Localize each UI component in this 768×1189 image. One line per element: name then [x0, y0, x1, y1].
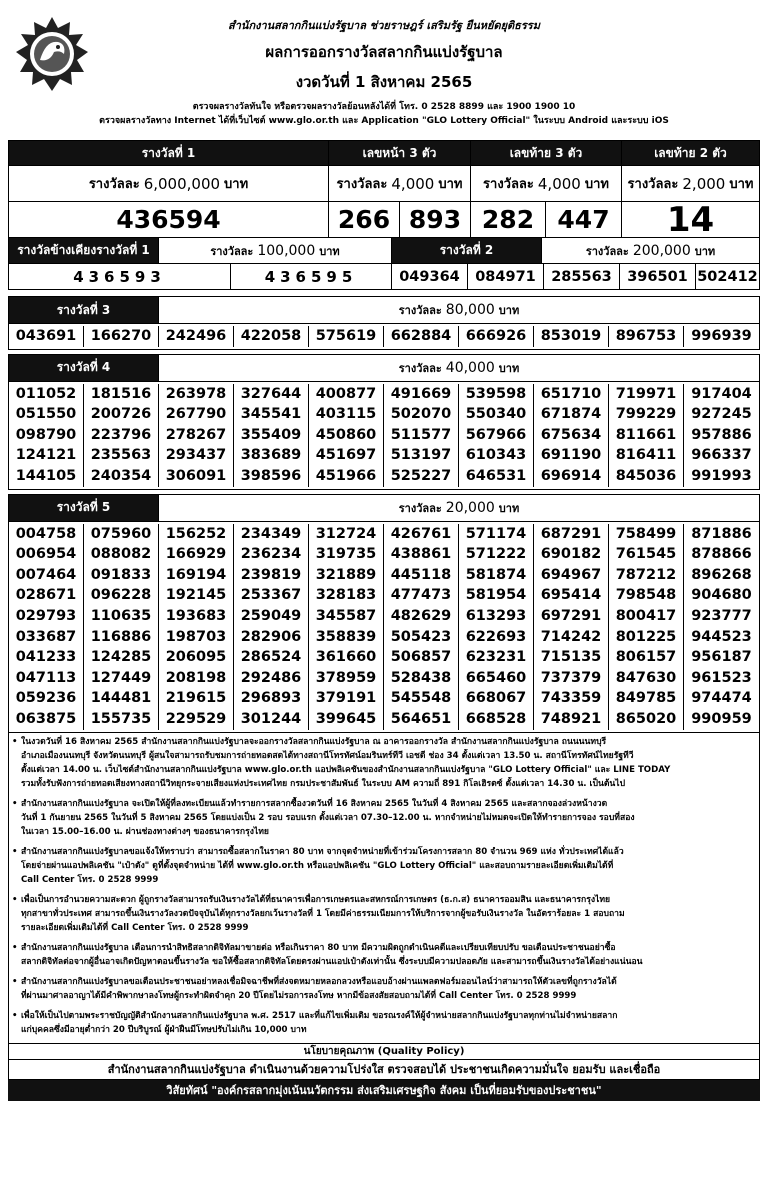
- prize-number: 306091: [159, 466, 234, 487]
- prize-number: 445118: [384, 565, 459, 586]
- prize-number: 438861: [384, 544, 459, 565]
- prize-number: 088082: [84, 544, 159, 565]
- front3-amount: รางวัลละ 4,000 บาท: [329, 166, 471, 201]
- prize-number: 293437: [159, 445, 234, 466]
- prize-number: 426761: [384, 524, 459, 545]
- prize-number: 491669: [384, 384, 459, 405]
- prize-number: 787212: [609, 565, 684, 586]
- near-first-number: 436593: [9, 264, 231, 289]
- prize-number: 124121: [9, 445, 84, 466]
- prize-number: 966337: [691, 447, 752, 464]
- prize-number: 451697: [309, 445, 384, 466]
- prize-number: 286524: [234, 647, 309, 668]
- prize-number: 219615: [159, 688, 234, 709]
- prize-number: 236234: [234, 544, 309, 565]
- prize-number: 206095: [159, 647, 234, 668]
- prize-number: 696914: [534, 466, 609, 487]
- prize-number: 223796: [84, 425, 159, 446]
- prize-number: 511577: [384, 425, 459, 446]
- vision-statement: วิสัยทัศน์ "องค์กรสลากมุ่งเน้นนวัตกรรม ส่งเสริมเศรษฐกิจ สังคม เป็นที่ยอมรับของประชาชน": [8, 1080, 760, 1101]
- prize-number: 646531: [459, 466, 534, 487]
- quality-policy-title: นโยบายคุณภาพ (Quality Policy): [8, 1044, 760, 1060]
- prize-number: 697291: [534, 606, 609, 627]
- prize-number: 422058: [234, 326, 309, 347]
- prize-number: 361660: [309, 647, 384, 668]
- prize-number: 719971: [609, 384, 684, 405]
- first-prize-amount: รางวัลละ 6,000,000 บาท: [9, 166, 329, 201]
- prize-number: 758499: [609, 524, 684, 545]
- prize-number: 575619: [309, 326, 384, 347]
- prize-number: 477473: [384, 585, 459, 606]
- prize-number: 811661: [609, 425, 684, 446]
- prize-number: 011052: [9, 384, 84, 405]
- second-prize-number: 285563: [544, 264, 620, 289]
- prize-number: 193683: [159, 606, 234, 627]
- prize-number: 116886: [84, 627, 159, 648]
- note-line: ตั้งแต่เวลา 14.00 น. เว็บไซต์สำนักงานสลากกินแบ่งรัฐบาล www.glo.or.th แอปพลิเคชันของสำนักงานสลากกินแบ่งรัฐบาล "GLO Lottery Official" และ LINE TODAY: [21, 764, 671, 775]
- note-line: ในเวลา 15.00–16.00 น. ผ่านช่องทางต่างๆ ของธนาคารกรุงไทย: [21, 826, 269, 837]
- prize-number: 096228: [84, 585, 159, 606]
- announcement-note: [15, 735, 753, 791]
- top-prize-amounts: [8, 166, 760, 202]
- prize-number: 399645: [309, 709, 384, 730]
- prize-number: 991993: [691, 467, 752, 484]
- page-title: ผลการออกรางวัลสลากกินแบ่งรัฐบาล: [265, 43, 503, 61]
- prize-number: 029793: [9, 606, 84, 627]
- prize-number: 028671: [9, 585, 84, 606]
- prize-number: 004758: [9, 524, 84, 545]
- near-first-label: รางวัลข้างเคียงรางวัลที่ 1: [9, 238, 159, 263]
- prize-number: 613293: [459, 606, 534, 627]
- last2-label: เลขท้าย 2 ตัว: [622, 141, 759, 165]
- prize-number: 961523: [691, 669, 752, 686]
- prize-number: 379191: [309, 688, 384, 709]
- prize-number: 806157: [609, 647, 684, 668]
- announcement-note: [15, 797, 753, 839]
- third-prize-grid: [8, 324, 760, 350]
- org-motto: สำนักงานสลากกินแบ่งรัฐบาล ช่วยราษฎร์ เสริมรัฐ ยืนหยัดยุติธรรม: [228, 19, 540, 32]
- prize-number: 798548: [609, 585, 684, 606]
- check-info-internet: ตรวจผลรางวัลทาง Internet ได้ที่เว็บไซต์ www.glo.or.th และ Application "GLO Lottery Official" ในระบบ Android และระบบ iOS: [99, 116, 669, 126]
- prize-number: 675634: [534, 425, 609, 446]
- prize-number: 927245: [691, 406, 752, 423]
- prize-number: 715135: [534, 647, 609, 668]
- prize-number: 687291: [534, 524, 609, 545]
- prize-number: 403115: [309, 404, 384, 425]
- prize-number: 737379: [534, 668, 609, 689]
- prize-number: 166270: [84, 326, 159, 347]
- note-line: • สำนักงานสลากกินแบ่งรัฐบาล จะเปิดให้ผู้ที่ลงทะเบียนแล้วทำรายการสลากซื้องวดวันที่ 16 สิงหาคม 2565 ในวันที่ 4 สิงหาคม 2565 และสลากจองล่วงหน้างวด: [21, 798, 608, 809]
- top-prize-numbers: [8, 202, 760, 238]
- prize-number: 156252: [159, 524, 234, 545]
- note-line: โดยจ่ายผ่านแอปพลิเคชัน "เป๋าตัง" ดูที่ตั้งจุดจำหน่าย ได้ที่ www.glo.or.th หรือแอปพลิเคชัน "GLO Lottery Official" และสอบถามรายละเอียดเพิ่มเติมได้ที่: [21, 860, 614, 871]
- prize-number: 051550: [9, 404, 84, 425]
- prize-number: 853019: [534, 326, 609, 347]
- prize-number: 200726: [84, 404, 159, 425]
- prize-number: 761545: [609, 544, 684, 565]
- prize-number: 564651: [384, 709, 459, 730]
- prize-number: 166929: [159, 544, 234, 565]
- prize-number: 091833: [84, 565, 159, 586]
- prize-number: 694967: [534, 565, 609, 586]
- prize-number: 043691: [9, 326, 84, 347]
- announcement-note: [15, 1009, 753, 1037]
- prize-number: 155735: [84, 709, 159, 730]
- prize-number: 665460: [459, 668, 534, 689]
- near-first-number: 436595: [231, 264, 392, 289]
- prize-number: 957886: [691, 426, 752, 443]
- prize-number: 956187: [691, 649, 752, 666]
- note-line: • สำนักงานสลากกินแบ่งรัฐบาล เตือนการนำสิทธิสลากดิจิทัลมาขายต่อ หรือเกินราคา 80 บาท มีความผิดถูกดำเนินคดีและเปรียบเทียบปรับ ขอเตือนประชาชนอย่าซื้อ: [21, 942, 616, 953]
- note-line: • เพื่อให้เป็นไปตามพระราชบัญญัติสำนักงานสลากกินแบ่งรัฐบาล พ.ศ. 2517 และที่แก้ไขเพิ่มเติม ขอรณรงค์ให้ผู้จำหน่ายสลากกินแบ่งรัฐบาลทุกท่านไม่จำหน่ายสลาก: [21, 1010, 618, 1021]
- prize-number: 610343: [459, 445, 534, 466]
- prize-number: 502070: [384, 404, 459, 425]
- fifth-prize-label: รางวัลที่ 5: [9, 495, 159, 521]
- prize-number: 296893: [234, 688, 309, 709]
- fifth-prize-grid: [8, 522, 760, 733]
- note-line: รายละเอียดเพิ่มเติมได้ที่ Call Center โทร. 0 2528 9999: [21, 922, 249, 933]
- prize-number: 263978: [159, 384, 234, 405]
- prize-number: 383689: [234, 445, 309, 466]
- prize-number: 398596: [234, 466, 309, 487]
- prize-number: 358839: [309, 627, 384, 648]
- prize-number: 006954: [9, 544, 84, 565]
- prize-number: 622693: [459, 627, 534, 648]
- prize-number: 239819: [234, 565, 309, 586]
- second-prize-number: 084971: [468, 264, 544, 289]
- prize-number: 799229: [609, 404, 684, 425]
- second-prize-number: 502412: [697, 268, 758, 285]
- prize-number: 242496: [159, 326, 234, 347]
- prize-number: 319735: [309, 544, 384, 565]
- prize-number: 047113: [9, 668, 84, 689]
- fourth-prize-label: รางวัลที่ 4: [9, 355, 159, 381]
- front3-number: 266: [329, 202, 400, 237]
- prize-number: 743359: [534, 688, 609, 709]
- note-line: ทุกสาขาทั่วประเทศ สามารถขึ้นเงินรางวัลงวดปัจจุบันได้ทุกรางวัลยกเว้นรางวัลที่ 1 โดยมีค่าธรรมเนียมการให้บริการจากผู้ขอรับเงินรางวัล ในอัตราร้อยละ 1 สอบถาม: [21, 908, 625, 919]
- glo-emblem-icon: [14, 16, 90, 92]
- prize-number: 545548: [384, 688, 459, 709]
- fifth-prize-amount: รางวัลละ 20,000 บาท: [398, 499, 520, 516]
- prize-number: 801225: [609, 627, 684, 648]
- prize-number: 513197: [384, 445, 459, 466]
- prize-number: 075960: [84, 524, 159, 545]
- prize-number: 871886: [691, 525, 752, 542]
- front3-number: 893: [400, 202, 471, 237]
- fourth-prize-header: [8, 354, 760, 382]
- prize-number: 904680: [691, 587, 752, 604]
- second-prize-number: 396501: [620, 264, 696, 289]
- prize-number: 041233: [9, 647, 84, 668]
- header: [8, 8, 760, 92]
- third-prize-header: [8, 296, 760, 324]
- prize-number: 896268: [691, 566, 752, 583]
- prize-number: 327644: [234, 384, 309, 405]
- prize-number: 328183: [309, 585, 384, 606]
- note-line: สลากดิจิทัลต่อจากผู้อื่นอาจเกิดปัญหาตอนขึ้นรางวัล ขอให้ซื้อสลากดิจิทัลโดยตรงผ่านแอปเป๋าตังเท่านั้น ซึ่งระบบมีความปลอดภัย และสามารถขึ้นเงินรางวัลได้อย่างแน่นอน: [21, 956, 643, 967]
- note-line: ที่ผ่านมาศาลอาญาได้มีคำพิพากษาลงโทษผู้กระทำผิดจำคุก 20 ปีโดยไม่รอการลงโทษ หากมีข้อสงสัยสอบถามได้ที่ Call Center โทร. 0 2528 9999: [21, 990, 577, 1001]
- prize-number: 539598: [459, 384, 534, 405]
- near-second-labels: [8, 238, 760, 264]
- prize-number: 482629: [384, 606, 459, 627]
- prize-number: 878866: [691, 546, 752, 563]
- prize-number: 229529: [159, 709, 234, 730]
- prize-number: 345587: [309, 606, 384, 627]
- note-line: • สำนักงานสลากกินแบ่งรัฐบาลขอแจ้งให้ทราบว่า สามารถซื้อสลากในราคา 80 บาท จากจุดจำหน่ายที่เข้าร่วมโครงการสลาก 80 จำนวน 969 แห่ง ทั่วประเทศได้แล้ว: [21, 846, 624, 857]
- last3-amount: รางวัลละ 4,000 บาท: [471, 166, 622, 201]
- prize-number: 259049: [234, 606, 309, 627]
- prize-number: 181516: [84, 384, 159, 405]
- prize-number: 651710: [534, 384, 609, 405]
- prize-number: 110635: [84, 606, 159, 627]
- fourth-prize-grid: [8, 382, 760, 490]
- fourth-prize-amount: รางวัลละ 40,000 บาท: [398, 359, 520, 376]
- second-prize-amount: รางวัลละ 200,000 บาท: [585, 242, 716, 259]
- prize-number: 917404: [691, 385, 752, 402]
- prize-number: 267790: [159, 404, 234, 425]
- last2-number: 14: [666, 202, 715, 237]
- prize-number: 234349: [234, 524, 309, 545]
- draw-date: งวดวันที่ 1 สิงหาคม 2565: [295, 73, 473, 91]
- prize-number: 714242: [534, 627, 609, 648]
- prize-number: 506857: [384, 647, 459, 668]
- announcement-note: [15, 941, 753, 969]
- first-prize-label: รางวัลที่ 1: [9, 141, 329, 165]
- last3-label: เลขท้าย 3 ตัว: [471, 141, 622, 165]
- prize-number: 996939: [691, 328, 752, 344]
- third-prize-amount: รางวัลละ 80,000 บาท: [398, 302, 520, 318]
- prize-number: 662884: [384, 326, 459, 347]
- prize-number: 278267: [159, 425, 234, 446]
- prize-number: 581874: [459, 565, 534, 586]
- prize-number: 944523: [691, 628, 752, 645]
- prize-number: 668067: [459, 688, 534, 709]
- prize-number: 345541: [234, 404, 309, 425]
- prize-number: 124285: [84, 647, 159, 668]
- front3-label: เลขหน้า 3 ตัว: [329, 141, 471, 165]
- note-line: แก่บุคคลซึ่งมีอายุต่ำกว่า 20 ปีบริบูรณ์ ผู้ฝ่าฝืนมีโทษปรับไม่เกิน 10,000 บาท: [21, 1024, 307, 1035]
- prize-number: 321889: [309, 565, 384, 586]
- prize-number: 282906: [234, 627, 309, 648]
- prize-number: 691190: [534, 445, 609, 466]
- prize-number: 144481: [84, 688, 159, 709]
- prize-number: 668528: [459, 709, 534, 730]
- third-prize-label: รางวัลที่ 3: [9, 297, 159, 323]
- prize-number: 816411: [609, 445, 684, 466]
- prize-number: 990959: [691, 710, 752, 727]
- prize-number: 235563: [84, 445, 159, 466]
- prize-number: 253367: [234, 585, 309, 606]
- prize-number: 666926: [459, 326, 534, 347]
- prize-number: 571174: [459, 524, 534, 545]
- prize-number: 127449: [84, 668, 159, 689]
- note-line: อำเภอเมืองนนทบุรี จังหวัดนนทบุรี ผู้สนใจสามารถรับชมการถ่ายทอดสดได้ทางสถานีโทรทัศน์อมรินทร์ทีวี เอชดี ช่อง 34 ตั้งแต่เวลา 13.50 น. สถานีโทรทัศน์ไทยรัฐทีวี: [21, 750, 634, 761]
- prize-number: 378959: [309, 668, 384, 689]
- prize-number: 896753: [609, 326, 684, 347]
- check-info: [8, 92, 760, 140]
- top-prize-labels: [8, 140, 760, 166]
- prize-number: 690182: [534, 544, 609, 565]
- prize-number: 301244: [234, 709, 309, 730]
- prize-number: 059236: [9, 688, 84, 709]
- prize-number: 671874: [534, 404, 609, 425]
- prize-number: 695414: [534, 585, 609, 606]
- prize-number: 571222: [459, 544, 534, 565]
- quality-policy-text: สำนักงานสลากกินแบ่งรัฐบาล ดำเนินงานด้วยความโปร่งใส ตรวจสอบได้ ประชาชนเกิดความมั่นใจ ยอมรับ และเชื่อถือ: [8, 1060, 760, 1080]
- check-info-phone: ตรวจผลรางวัลทันใจ หรือตรวจผลรางวัลย้อนหลังได้ที่ โทร. 0 2528 8899 และ 1900 1900 10: [192, 102, 576, 112]
- note-line: วันที่ 1 กันยายน 2565 ในวันที่ 5 สิงหาคม 2565 โดยแบ่งเป็น 2 รอบ รอบแรก ตั้งแต่เวลา 07.30–12.00 น. หากจำหน่ายไม่หมดจะเปิดให้ทำรายการจอง รอบที่สอง: [21, 812, 635, 823]
- prize-number: 847630: [609, 668, 684, 689]
- announcement-notes: [8, 733, 760, 1044]
- prize-number: 292486: [234, 668, 309, 689]
- last2-amount: รางวัลละ 2,000 บาท: [627, 174, 754, 193]
- announcement-note: [15, 893, 753, 935]
- prize-number: 845036: [609, 466, 684, 487]
- prize-number: 355409: [234, 425, 309, 446]
- announcement-note: [15, 845, 753, 887]
- second-prize-number: 049364: [392, 264, 468, 289]
- prize-number: 169194: [159, 565, 234, 586]
- prize-number: 144105: [9, 466, 84, 487]
- note-line: • ในงวดวันที่ 16 สิงหาคม 2565 สำนักงานสลากกินแบ่งรัฐบาลจะออกรางวัลสลากกินแบ่งรัฐบาล ณ อาคารออกรางวัล สำนักงานสลากกินแบ่งรัฐบาล ถนนนนทบุรี: [21, 736, 607, 747]
- prize-number: 192145: [159, 585, 234, 606]
- announcement-note: [15, 975, 753, 1003]
- prize-number: 400877: [309, 384, 384, 405]
- prize-number: 865020: [609, 709, 684, 730]
- prize-number: 450860: [309, 425, 384, 446]
- last3-number: 282: [471, 202, 546, 237]
- prize-number: 550340: [459, 404, 534, 425]
- prize-number: 198703: [159, 627, 234, 648]
- prize-number: 528438: [384, 668, 459, 689]
- prize-number: 007464: [9, 565, 84, 586]
- prize-number: 974474: [691, 690, 752, 707]
- prize-number: 623231: [459, 647, 534, 668]
- prize-number: 312724: [309, 524, 384, 545]
- prize-number: 748921: [534, 709, 609, 730]
- prize-number: 923777: [691, 607, 752, 624]
- prize-number: 451966: [309, 466, 384, 487]
- last3-number: 447: [546, 202, 622, 237]
- prize-number: 849785: [609, 688, 684, 709]
- note-line: • เพื่อเป็นการอำนวยความสะดวก ผู้ถูกรางวัลสามารถรับเงินรางวัลได้ที่ธนาคารเพื่อการเกษตรและสหกรณ์การเกษตร (ธ.ก.ส) ธนาคารออมสิน และธนาคารกรุงไทย: [21, 894, 611, 905]
- prize-number: 208198: [159, 668, 234, 689]
- prize-number: 033687: [9, 627, 84, 648]
- near-first-amount: รางวัลละ 100,000 บาท: [159, 238, 392, 263]
- note-line: รวมทั้งรับฟังการถ่ายทอดเสียงทางสถานีวิทยุกระจายเสียงแห่งประเทศไทย กรมประชาสัมพันธ์ ในระบบ AM ความถี่ 891 กิโลเฮิรตซ์ ตั้งแต่เวลา 14.30 น. เป็นต้นไป: [21, 778, 626, 789]
- prize-number: 800417: [609, 606, 684, 627]
- fifth-prize-header: [8, 494, 760, 522]
- prize-number: 505423: [384, 627, 459, 648]
- second-prize-label: รางวัลที่ 2: [392, 238, 542, 263]
- near-second-numbers: [8, 264, 760, 290]
- prize-number: 098790: [9, 425, 84, 446]
- note-line: Call Center โทร. 0 2528 9999: [21, 874, 159, 885]
- prize-number: 525227: [384, 466, 459, 487]
- prize-number: 581954: [459, 585, 534, 606]
- first-prize-number: 436594: [9, 202, 329, 237]
- prize-number: 063875: [9, 709, 84, 730]
- prize-number: 240354: [84, 466, 159, 487]
- note-line: • สำนักงานสลากกินแบ่งรัฐบาลขอเตือนประชาชนอย่าหลงเชื่อมิจฉาชีพที่ส่งจดหมายหลอกลวงหรือแอบอ้างผ่านแพลตฟอร์มออนไลน์ว่าสามารถให้ตัวเลขที่ถูกรางวัลได้: [21, 976, 617, 987]
- prize-number: 567966: [459, 425, 534, 446]
